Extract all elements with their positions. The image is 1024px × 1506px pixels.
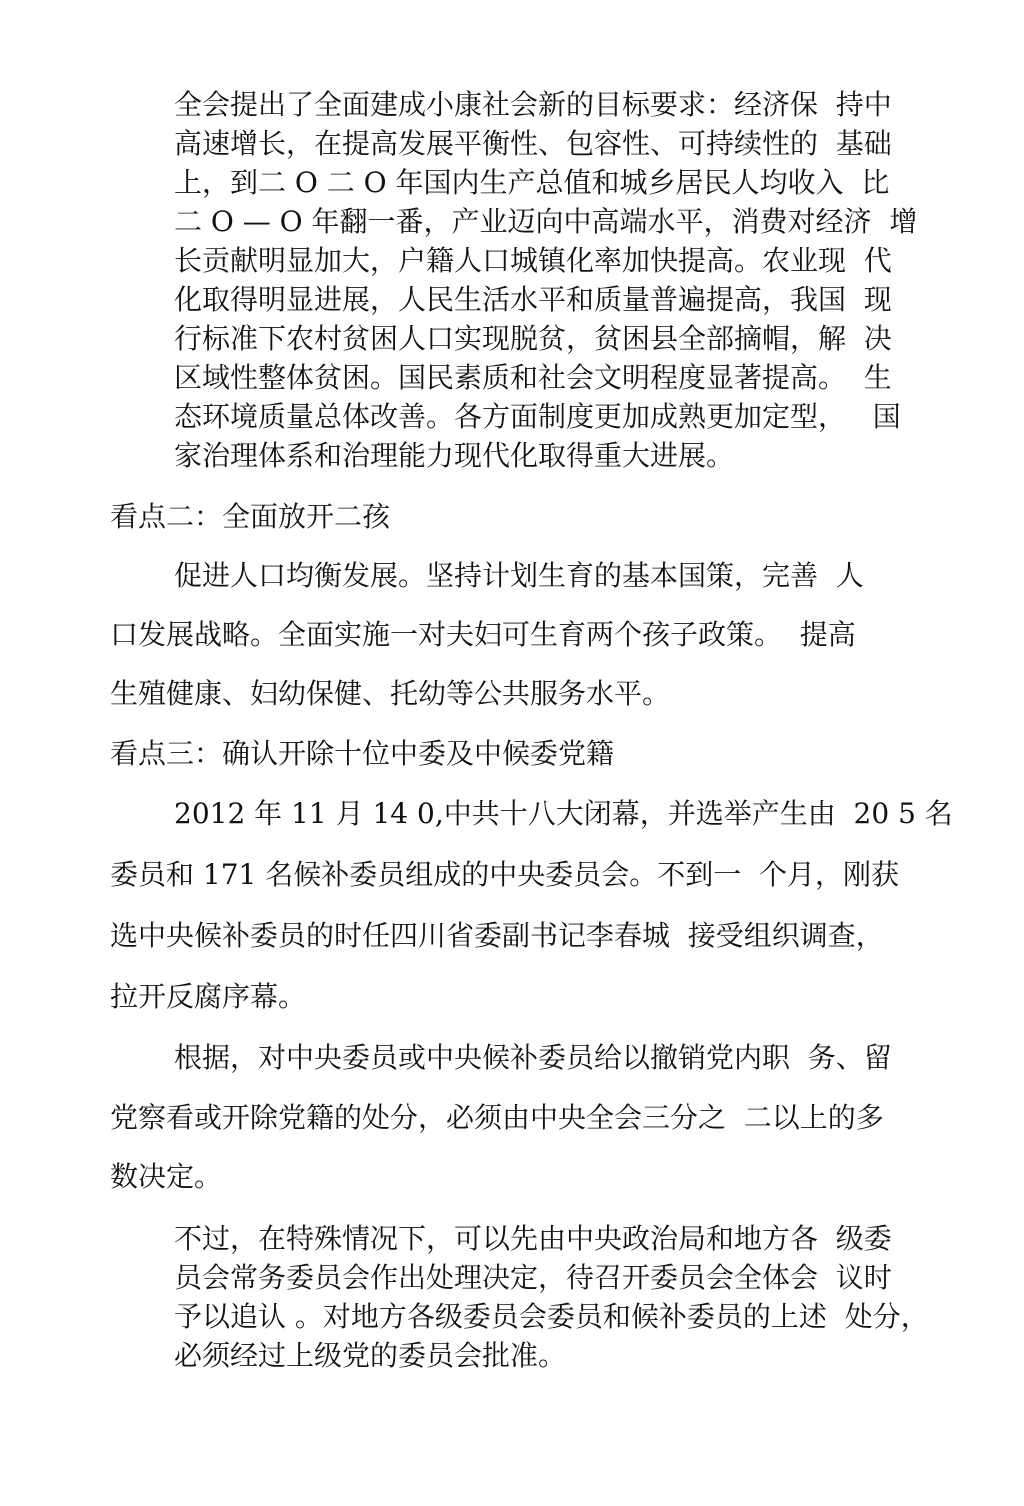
text-line: 化取得明显进展，人民生活水平和质量普遍提高，我国 现 (174, 283, 892, 316)
text-line: 行标准下农村贫困人口实现脱贫，贫困县全部摘帽，解 决 (174, 322, 892, 355)
text-line: 口发展战略。全面实施一对夫妇可生育两个孩子政策。 提高 (110, 618, 856, 651)
text-line: 促进人口均衡发展。坚持计划生育的基本国策，完善 人 (174, 559, 864, 592)
text-line: 数决定。 (110, 1160, 223, 1193)
text-line: 必须经过上级党的委员会批准。 (174, 1339, 567, 1372)
text-line: 区域性整体贫困。国民素质和社会文明程度显著提高。 生 (174, 361, 892, 394)
text-line: 拉开反腐序幕。 (110, 980, 307, 1013)
text-line: 上，到二 O 二 O 年国内生产总值和城乡居民人均收入 比 (174, 166, 890, 199)
section-heading-2: 看点二：全面放开二孩 (110, 500, 391, 533)
section-heading-3: 看点三：确认开除十位中委及中候委党籍 (110, 737, 615, 770)
text-line: 2012 年 11 月 14 0,中共十八大闭幕，并选举产生由 20 5 名 (174, 797, 953, 830)
text-line: 委员和 171 名候补委员组成的中央委员会。不到一 个月，刚获 (110, 858, 900, 891)
text-line: 家治理体系和治理能力现代化取得重大进展。 (174, 439, 735, 472)
text-line: 予以追认 。对地方各级委员会委员和候补委员的上述 处分， (174, 1300, 929, 1333)
text-line: 态环境质量总体改善。各方面制度更加成熟更加定型， 国 (174, 400, 901, 433)
text-line: 全会提出了全面建成小康社会新的目标要求：经济保 持中 (174, 88, 892, 121)
text-line: 长贡献明显加大，户籍人口城镇化率加快提高。农业现 代 (174, 244, 892, 277)
text-line: 生殖健康、妇幼保健、托幼等公共服务水平。 (110, 677, 671, 710)
text-line: 选中央候补委员的时任四川省委副书记李春城 接受组织调查， (110, 919, 884, 952)
text-line: 员会常务委员会作出处理决定，待召开委员会全体会 议时 (174, 1261, 892, 1294)
text-line: 二 O — O 年翻一番，产业迈向中高端水平，消费对经济 增 (174, 205, 918, 238)
text-line: 党察看或开除党籍的处分，必须由中央全会三分之 二以上的多 (110, 1101, 884, 1134)
text-line: 根据，对中央委员或中央候补委员给以撤销党内职 务、留 (174, 1041, 892, 1074)
text-line: 不过，在特殊情况下，可以先由中央政治局和地方各 级委 (174, 1222, 892, 1255)
text-line: 高速增长，在提高发展平衡性、包容性、可持续性的 基础 (174, 127, 892, 160)
